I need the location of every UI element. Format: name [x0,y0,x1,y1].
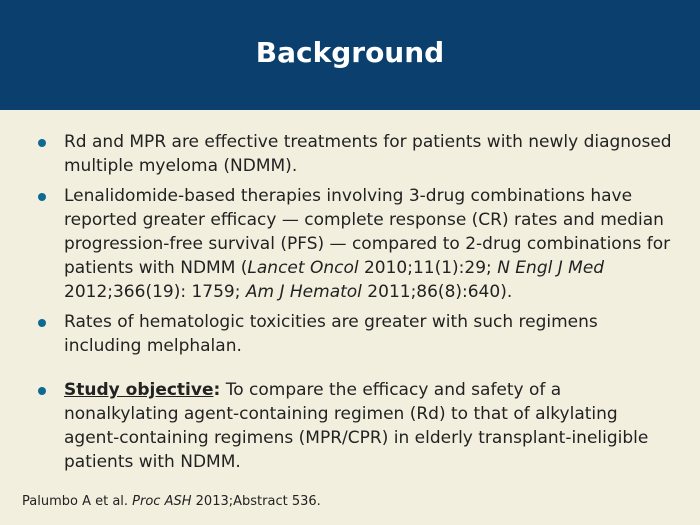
bullet-text: Rates of hematologic toxicities are greater with such regimens including melphalan. [64,312,598,356]
journal-ref-1: Lancet Oncol [247,258,359,278]
bullet-dot-icon [38,139,46,147]
citation-journal: Proc ASH [132,494,192,509]
bullet-dot-icon [38,319,46,327]
journal-cite-2: 2012;366(19): 1759; [64,282,246,302]
bullet-text: Lenalidomide-based therapies involving 3-drug combinations have reported greater efficacy — complete response (CR) rates and median progression-free survival (PFS) — compared to 2-drug combinations for patients with NDMM ( [64,186,671,278]
bullet-item-3 [36,310,676,358]
bullet-dot-icon [38,387,46,395]
journal-ref-2: N Engl J Med [497,258,605,278]
bullet-list [36,130,676,480]
bullet-item-1 [36,130,676,178]
bullet-text: Rd and MPR are effective treatments for patients with newly diagnosed multiple myeloma (NDMM). [64,132,672,176]
bullet-item-2 [36,184,676,304]
source-citation [22,494,321,509]
journal-cite-1: 2010;11(1):29; [358,258,498,278]
citation-details: 2013;Abstract 536. [191,494,321,509]
study-objective-text: To compare the efficacy and safety of a nonalkylating agent-containing regimen (Rd) to that of alkylating agent-containing regimens (MPR/CPR) in elderly transplant-ineligible patients with NDMM. [64,380,649,472]
citation-authors: Palumbo A et al. [22,494,133,509]
bullet-item-4 [36,378,676,474]
slide-title: Background [255,35,445,69]
bullet-dot-icon [38,193,46,201]
journal-ref-3: Am J Hematol [245,282,362,302]
study-objective-label: Study objective [64,380,214,400]
journal-cite-3: 2011;86(8):640). [361,282,513,302]
title-bar [0,0,700,110]
study-objective-colon: : [213,380,221,400]
